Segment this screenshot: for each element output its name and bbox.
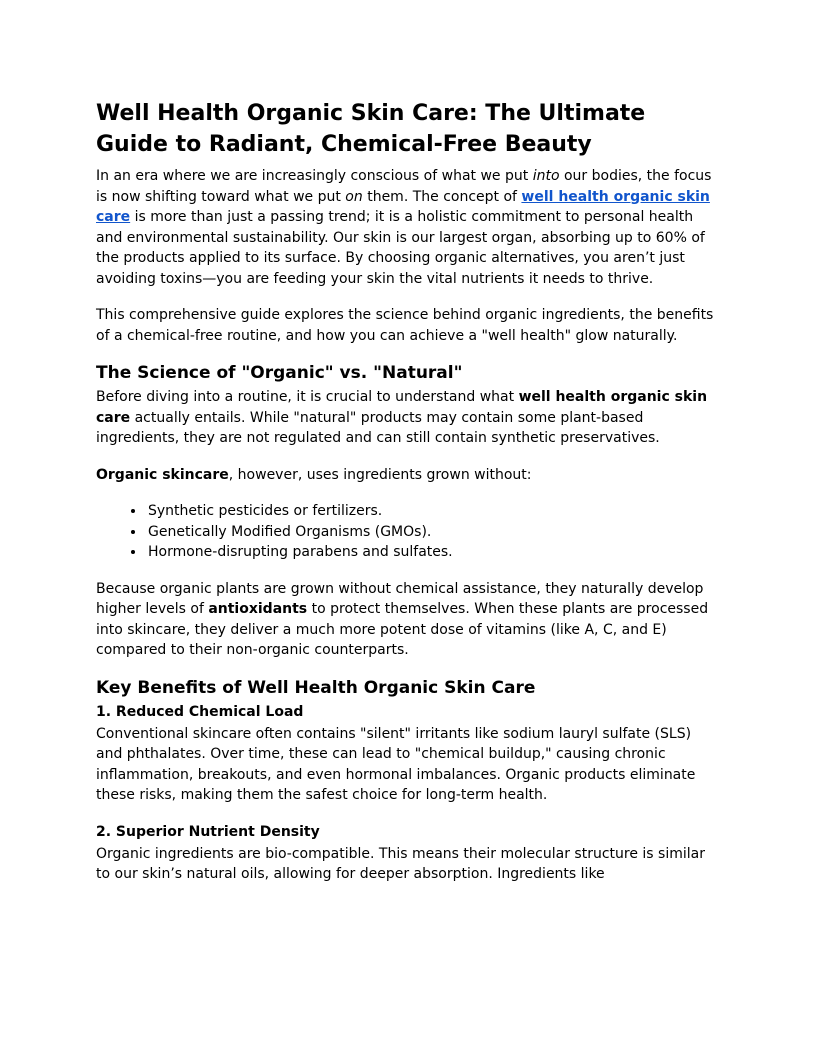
grown-without-list — [96, 501, 720, 563]
antioxidants-paragraph: Because organic plants are grown without chemical assistance, they naturally develop higher levels of antioxidants to protect themselves. When these plants are processed into skincare, they deliver a much more potent dose of vitamins (like A, C, and E) compared to their non-organic counterparts. — [96, 580, 709, 658]
section-heading-science: The Science of "Organic" vs. "Natural" — [96, 363, 463, 383]
reduced-chemical-load-paragraph: Conventional skincare often contains "silent" irritants like sodium lauryl sulfate (SLS) and phthalates. Over time, these can lead to "chemical buildup," causing chronic inflammation, breakouts, and even hormonal imbalances. Organic products eliminate these risks, making them the safest choice for long-term health. — [96, 725, 696, 803]
subheading-superior-nutrient-density: 2. Superior Nutrient Density — [96, 823, 320, 840]
science-paragraph: Before diving into a routine, it is crucial to understand what well health organic skin care actually entails. While "natural" products may contain some plant-based ingredients, they are not regulated and can still contain synthetic preservatives. — [96, 389, 708, 446]
document-title: Well Health Organic Skin Care: The Ultimate Guide to Radiant, Chemical-Free Beauty — [96, 101, 646, 157]
guide-overview-paragraph: This comprehensive guide explores the science behind organic ingredients, the benefits of a chemical-free routine, and how you can achieve a "well health" glow naturally. — [96, 307, 714, 344]
section-heading-key-benefits: Key Benefits of Well Health Organic Skin Care — [96, 677, 536, 698]
bullet-item: • Genetically Modified Organisms (GMOs). — [146, 522, 720, 543]
bold-text: Organic skincare — [96, 466, 229, 483]
bullet-item: • Hormone-disrupting parabens and sulfates. — [146, 542, 720, 563]
document-content — [96, 98, 720, 885]
intro-paragraph: In an era where we are increasingly conscious of what we put into our bodies, the focus is now shifting toward what we put on them. The concept of well health organic skin care is more than just a passing trend; it is a holistic commitment to personal health and environmental sustainability. Our skin is our largest organ, absorbing up to 60% of the products applied to its surface. By choosing organic alternatives, you aren’t just avoiding toxins—you are feeding your skin the vital nutrients it needs to thrive. — [96, 168, 712, 287]
bold-text: well health organic skin care — [96, 389, 708, 426]
subheading-reduced-chemical-load: 1. Reduced Chemical Load — [96, 703, 304, 720]
italic-text: on — [345, 188, 363, 205]
organic-skincare-lead-paragraph: Organic skincare, however, uses ingredients grown without: — [96, 466, 532, 483]
bullet-item: • Synthetic pesticides or fertilizers. — [146, 501, 720, 522]
nutrient-density-paragraph: Organic ingredients are bio-compatible. This means their molecular structure is similar to our skin’s natural oils, allowing for deeper absorption. Ingredients like — [96, 845, 705, 882]
inline-link[interactable]: well health organic skin care — [96, 188, 710, 225]
italic-text: into — [532, 168, 560, 184]
bold-text: antioxidants — [208, 601, 308, 617]
